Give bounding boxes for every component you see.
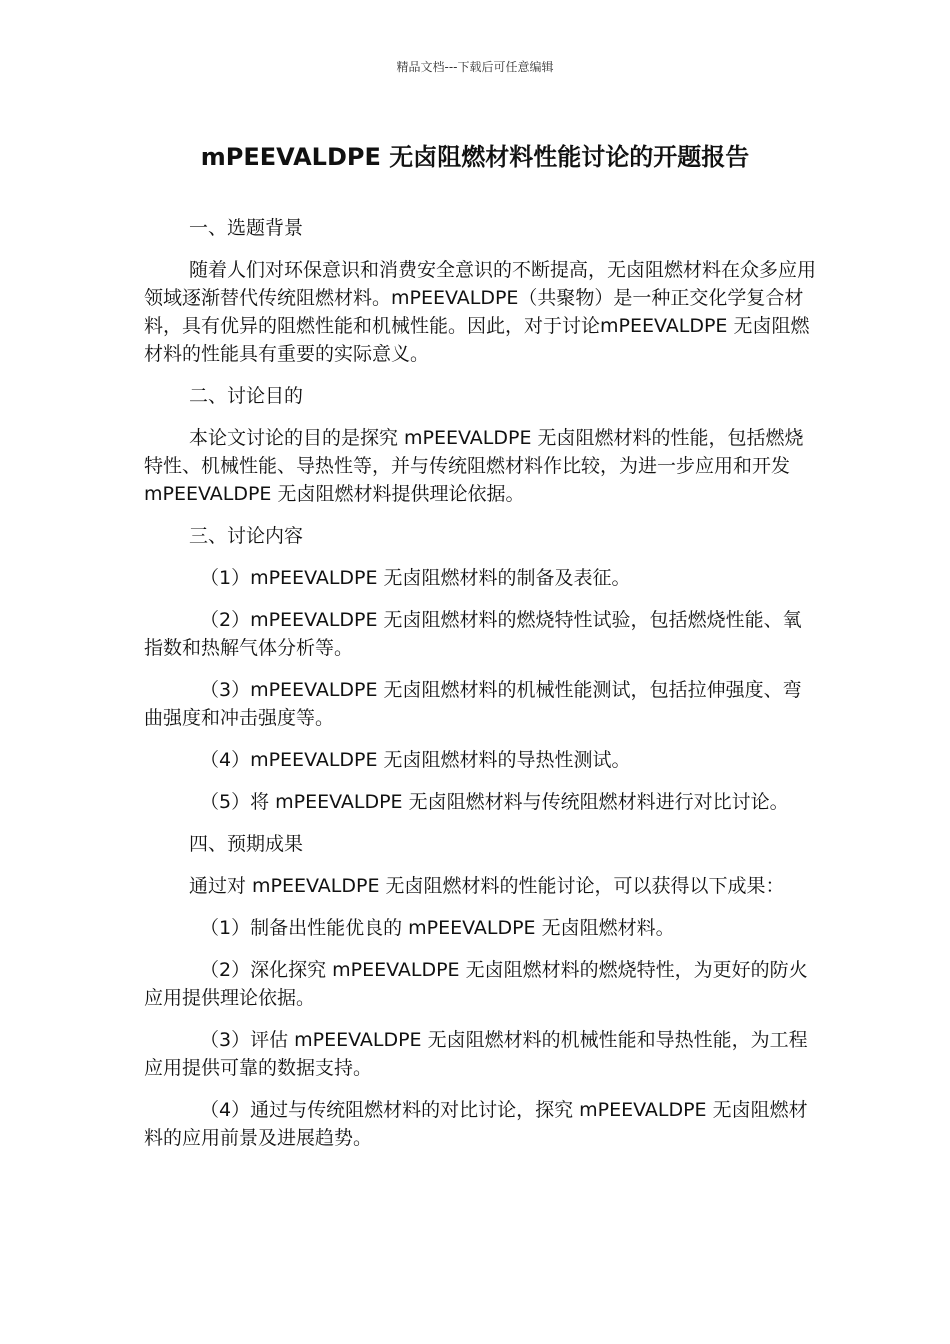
paragraph-background: 随着人们对环保意识和消费安全意识的不断提高，无卤阻燃材料在众多应用领域逐渐替代传统阻燃材料。mPEEVALDPE（共聚物）是一种正交化学复合材料，具有优异的阻燃性能和机械性能。因此，对于讨论mPEEVALDPE 无卤阻燃材料的性能具有重要的实际意义。 [144,259,817,365]
list-item: （2）深化探究 mPEEVALDPE 无卤阻燃材料的燃烧特性，为更好的防火应用提供理论依据。 [144,959,808,1009]
list-item: （1）mPEEVALDPE 无卤阻燃材料的制备及表征。 [200,567,631,589]
header-note: 精品文档---下载后可任意编辑 [396,60,554,74]
section-heading-outcomes: 四、预期成果 [189,833,304,855]
paragraph-purpose: 本论文讨论的目的是探究 mPEEVALDPE 无卤阻燃材料的性能，包括燃烧特性、机械性能、导热性等，并与传统阻燃材料作比较，为进一步应用和开发 mPEEVALDPE 无卤阻燃材料提供理论依据。 [144,427,804,505]
section-heading-content: 三、讨论内容 [189,525,304,547]
document-title: mPEEVALDPE 无卤阻燃材料性能讨论的开题报告 [200,143,750,171]
section-heading-purpose: 二、讨论目的 [189,385,304,407]
list-item: （3）评估 mPEEVALDPE 无卤阻燃材料的机械性能和导热性能，为工程应用提供可靠的数据支持。 [144,1029,808,1079]
section-heading-background: 一、选题背景 [189,217,304,239]
list-item: （2）mPEEVALDPE 无卤阻燃材料的燃烧特性试验，包括燃烧性能、氧指数和热解气体分析等。 [144,609,802,659]
list-item: （4）通过与传统阻燃材料的对比讨论，探究 mPEEVALDPE 无卤阻燃材料的应用前景及进展趋势。 [144,1099,808,1149]
list-item: （1）制备出性能优良的 mPEEVALDPE 无卤阻燃材料。 [200,917,675,939]
document-body [144,214,816,1152]
list-item: （4）mPEEVALDPE 无卤阻燃材料的导热性测试。 [200,749,631,771]
list-item: （3）mPEEVALDPE 无卤阻燃材料的机械性能测试，包括拉伸强度、弯曲强度和冲击强度等。 [144,679,802,729]
list-item: （5）将 mPEEVALDPE 无卤阻燃材料与传统阻燃材料进行对比讨论。 [200,791,789,813]
paragraph-outcomes-intro: 通过对 mPEEVALDPE 无卤阻燃材料的性能讨论，可以获得以下成果： [189,875,785,897]
